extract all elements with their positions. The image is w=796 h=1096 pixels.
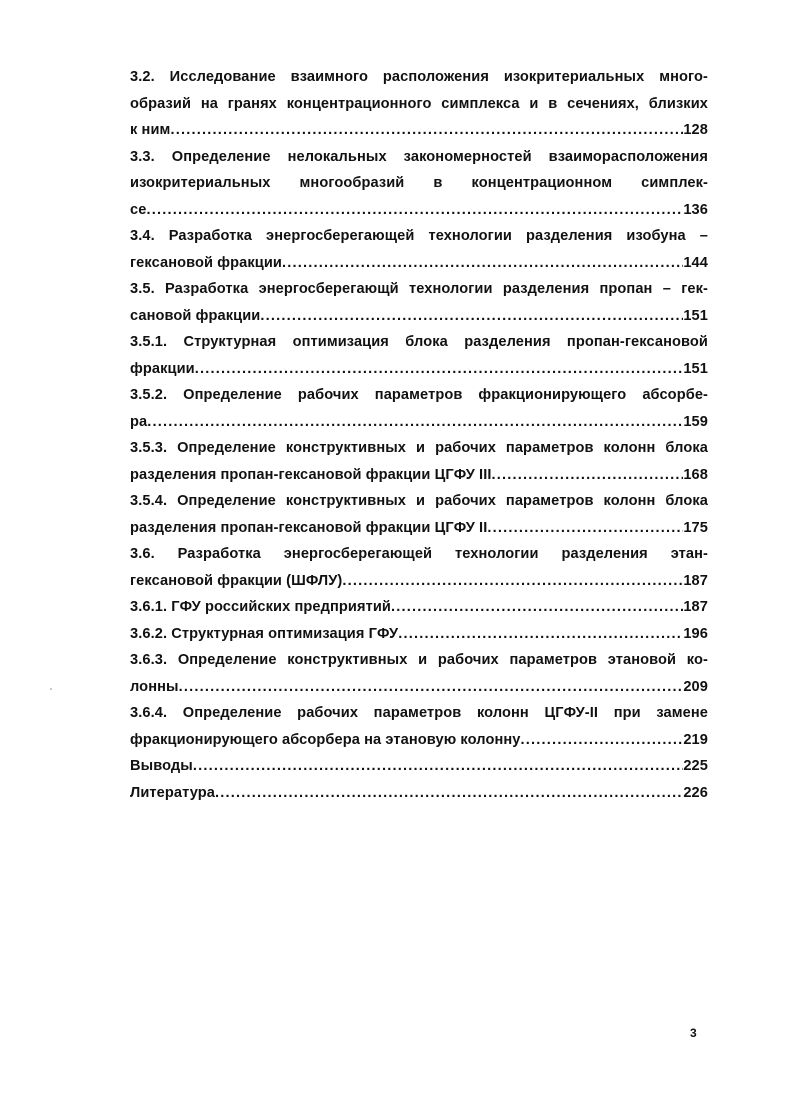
toc-entry-last-line — [130, 515, 708, 542]
toc-page-number: 168 — [683, 466, 708, 483]
toc-entry-title-end: се — [130, 201, 147, 218]
toc-page-number: 187 — [683, 599, 708, 615]
toc-entry[interactable] — [130, 780, 708, 807]
toc-entry-last-line — [130, 303, 708, 330]
toc-entry-line: 3.6.3. Определение конструктивных и рабочих параметров этановой ко- — [130, 652, 708, 668]
toc-entry[interactable] — [130, 488, 708, 541]
toc-entry-line: 3.5. Разработка энергосберегающй технологии разделения пропан – гек- — [130, 281, 708, 297]
toc-leader-dots — [342, 568, 683, 595]
toc-leader-dots — [179, 674, 684, 701]
toc-entry-last-line — [130, 753, 708, 780]
toc-entry[interactable] — [130, 329, 708, 382]
page-number: 3 — [690, 1026, 697, 1040]
toc-entry-title-end: лонны — [130, 678, 179, 695]
toc-entry-title-end: гексановой фракции — [130, 254, 282, 271]
toc-page-number: 128 — [683, 122, 708, 138]
toc-entry-last-line — [130, 250, 708, 277]
toc-entry-title-end: 3.6.1. ГФУ российских предприятий — [130, 599, 391, 615]
toc-entry-title-end: сановой фракции — [130, 307, 261, 324]
toc-entry-last-line — [130, 197, 708, 224]
toc-entry-last-line — [130, 674, 708, 701]
toc-entry-line: 3.5.4. Определение конструктивных и рабочих параметров колонн блока — [130, 493, 708, 509]
toc-page-number: 144 — [683, 254, 708, 271]
scan-speck — [50, 688, 52, 690]
toc-leader-dots — [521, 727, 684, 754]
toc-entry[interactable] — [130, 594, 708, 621]
toc-entry[interactable] — [130, 223, 708, 276]
toc-entry-last-line — [130, 409, 708, 436]
toc-entry-last-line — [130, 568, 708, 595]
toc-entry[interactable] — [130, 621, 708, 648]
toc-entry-line: 3.4. Разработка энергосберегающей технологии разделения изобуна – — [130, 228, 708, 244]
toc-entry-line: 3.6.4. Определение рабочих параметров колонн ЦГФУ-II при замене — [130, 705, 708, 721]
toc-entry-last-line — [130, 117, 708, 144]
toc-entry[interactable] — [130, 647, 708, 700]
toc-page-number: 159 — [683, 413, 708, 430]
toc-page-number: 219 — [683, 731, 708, 748]
toc-page-number: 209 — [683, 678, 708, 695]
toc-leader-dots — [260, 303, 683, 330]
toc-page-number: 136 — [683, 201, 708, 218]
toc-entry-last-line — [130, 727, 708, 754]
toc-leader-dots — [193, 753, 684, 780]
toc-entry-title-end: Выводы — [130, 758, 193, 774]
toc-entry-title-end: фракции — [130, 360, 195, 377]
toc-page-number: 225 — [683, 758, 708, 774]
toc-leader-dots — [398, 621, 683, 648]
toc-entry-line: 3.3. Определение нелокальных закономерностей взаиморасположения — [130, 148, 708, 165]
toc-entry-last-line — [130, 356, 708, 383]
toc-entry-title-end: 3.6.2. Структурная оптимизация ГФУ — [130, 625, 399, 642]
toc-entry-title-end: к ним — [130, 122, 171, 138]
toc-leader-dots — [487, 515, 683, 542]
toc-entry-last-line — [130, 462, 708, 489]
toc-entry-title-end: ра — [130, 413, 148, 430]
toc-leader-dots — [492, 462, 684, 489]
toc-leader-dots — [215, 780, 683, 807]
toc-entry[interactable] — [130, 382, 708, 435]
toc-entry-title-end: Литература — [130, 784, 215, 801]
toc-page-number: 226 — [683, 784, 708, 801]
toc-entry-last-line — [130, 594, 708, 621]
toc-leader-dots — [147, 409, 683, 436]
toc-entry-title-end: фракционирующего абсорбера на этановую колонну — [130, 731, 521, 748]
toc-entry-line: 3.5.2. Определение рабочих параметров фракционирующего абсорбе- — [130, 387, 708, 403]
toc-entry-line: 3.5.1. Структурная оптимизация блока разделения пропан-гексановой — [130, 334, 708, 350]
toc-entry-line: 3.6. Разработка энергосберегающей технологии разделения этан- — [130, 546, 708, 562]
toc-entry-title-end: разделения пропан-гексановой фракции ЦГФУ III — [130, 466, 492, 483]
toc-leader-dots — [391, 594, 683, 621]
toc-entry-last-line — [130, 621, 708, 648]
toc-entry-line: изокритериальных многообразий в концентрационном симплек- — [130, 175, 708, 191]
toc-entry-line: 3.5.3. Определение конструктивных и рабочих параметров колонн блока — [130, 440, 708, 456]
toc-entry[interactable] — [130, 700, 708, 753]
toc-entry-title-end: разделения пропан-гексановой фракции ЦГФУ II — [130, 519, 488, 536]
toc-entry[interactable] — [130, 541, 708, 594]
toc-page-number: 151 — [683, 307, 708, 324]
toc-entry[interactable] — [130, 276, 708, 329]
toc-entry-last-line — [130, 780, 708, 807]
toc-leader-dots — [195, 356, 684, 383]
toc-page-number: 175 — [683, 519, 708, 536]
toc-entry-line: образий на гранях концентрационного симплекса и в сечениях, близких — [130, 95, 708, 112]
toc-entry-line: 3.2. Исследование взаимного расположения изокритериальных много- — [130, 69, 708, 85]
toc-leader-dots — [146, 197, 683, 224]
toc-entry[interactable] — [130, 144, 708, 224]
toc-page-number: 187 — [683, 572, 708, 589]
toc-entry[interactable] — [130, 753, 708, 780]
toc-leader-dots — [282, 250, 683, 277]
toc-entry[interactable] — [130, 435, 708, 488]
toc-leader-dots — [170, 117, 683, 144]
toc-entry-title-end: гексановой фракции (ШФЛУ) — [130, 572, 343, 589]
table-of-contents — [130, 64, 708, 806]
toc-page-number: 151 — [683, 360, 708, 377]
toc-page-number: 196 — [683, 625, 708, 642]
toc-entry[interactable] — [130, 64, 708, 144]
